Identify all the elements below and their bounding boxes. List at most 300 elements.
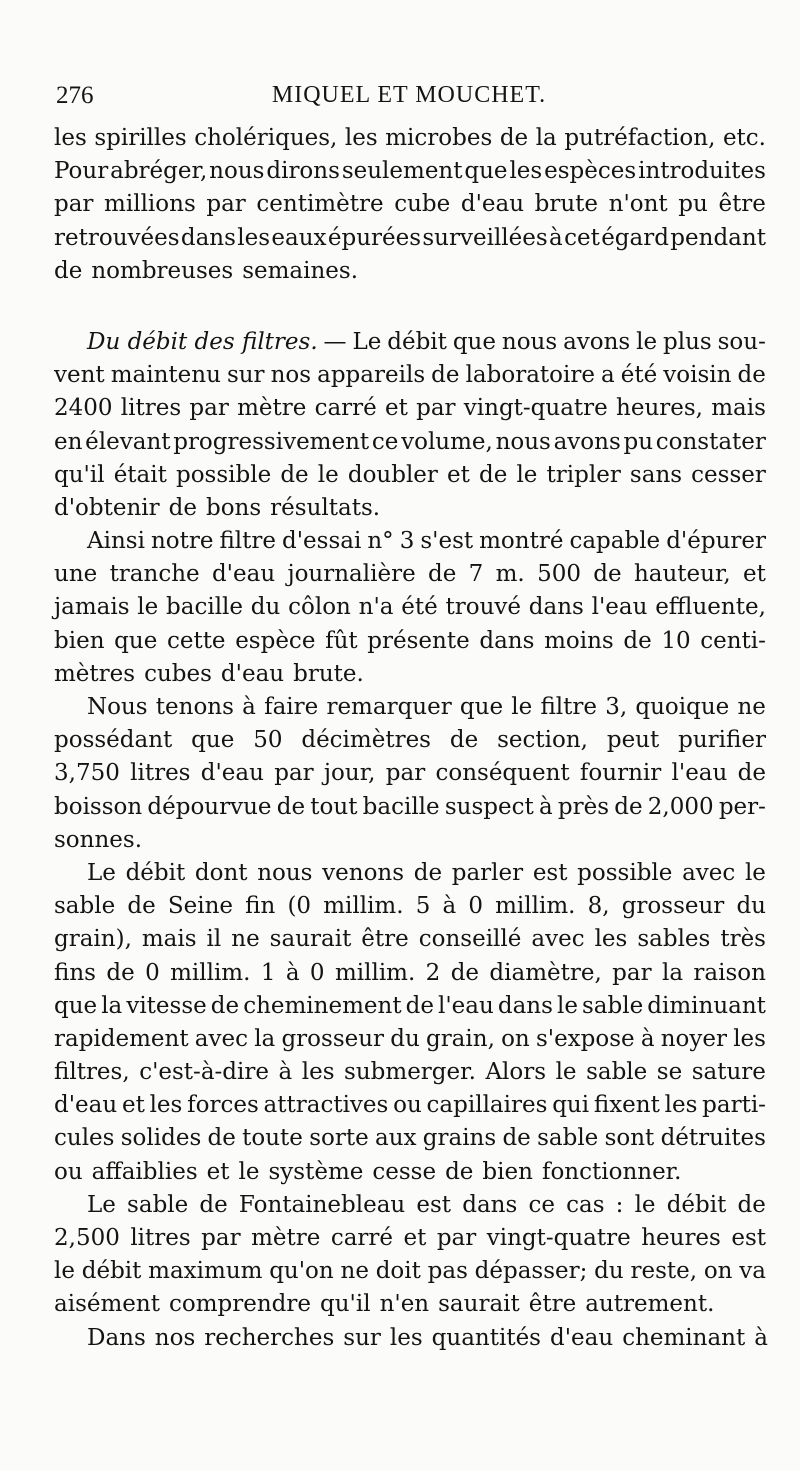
paragraph [54, 1189, 766, 1322]
word: de [499, 125, 529, 151]
word: de [502, 1125, 531, 1152]
word: par [189, 395, 229, 422]
word: 3,750 [54, 760, 120, 787]
word: n° [367, 528, 394, 555]
word: de [405, 992, 434, 1019]
word: pas [427, 1258, 468, 1285]
word: les [389, 1324, 423, 1351]
word: les [594, 926, 628, 953]
word: progressivement [173, 428, 370, 455]
word: ce [371, 428, 399, 455]
word: saurait [269, 926, 352, 953]
word: les [664, 1092, 698, 1119]
word: sable [54, 893, 116, 920]
text-line [54, 1255, 766, 1288]
word: possible [577, 859, 673, 886]
text-line [54, 155, 766, 188]
text-line [54, 923, 766, 956]
word: être [528, 1291, 577, 1318]
word: à [278, 1059, 293, 1086]
word: les [149, 1092, 183, 1119]
word: sur [226, 362, 265, 389]
word: que [464, 158, 508, 185]
word: de [106, 959, 135, 986]
word: par [201, 1225, 241, 1251]
word: seulement [341, 158, 463, 185]
word: jour, [323, 760, 376, 787]
word: l'eau [591, 594, 648, 621]
word: dépourvue [147, 793, 272, 820]
word: (0 [287, 893, 312, 920]
word: remarquer [326, 694, 452, 720]
word: eaux [271, 224, 327, 251]
word: nous [209, 158, 265, 185]
word: sable [582, 992, 644, 1019]
word: raison [693, 959, 766, 986]
word: 0 [145, 959, 160, 986]
word: nos [270, 362, 312, 389]
word: tenons [155, 694, 234, 720]
word: avec [682, 859, 736, 886]
word: fixent [593, 1092, 660, 1119]
text-line [54, 558, 766, 591]
word: n'a [358, 594, 394, 621]
word: qu'il [54, 461, 105, 488]
text-line [54, 1322, 766, 1355]
text-line [54, 255, 766, 288]
word: parti- [702, 1092, 766, 1119]
word: fin [245, 893, 276, 920]
word: cube [394, 191, 451, 218]
word: de [479, 461, 508, 488]
word: il [206, 926, 222, 953]
word: grains [422, 1125, 497, 1152]
word: d'eau [54, 1092, 118, 1119]
word: à [640, 1025, 655, 1052]
text-line [54, 222, 766, 255]
word: 500 [537, 561, 581, 588]
paragraph [54, 525, 766, 691]
word: d'épurer [666, 528, 766, 555]
word: la [254, 1025, 276, 1052]
word: les [509, 158, 543, 185]
word: de [207, 1125, 236, 1152]
word: 2400 [54, 395, 113, 422]
word: peut [606, 727, 660, 754]
word: sou- [717, 328, 766, 355]
word: de [276, 793, 306, 820]
text-line [54, 791, 766, 824]
word: ou [393, 1092, 422, 1119]
word: cheminement [243, 992, 402, 1019]
word: de [737, 1191, 766, 1218]
word: autrement. [585, 1291, 715, 1318]
word: montré [479, 528, 564, 555]
word: filtre [219, 528, 277, 555]
word: dans [497, 992, 553, 1019]
word: dans [528, 594, 584, 621]
word: grosseur [281, 1025, 385, 1052]
word: le [516, 461, 538, 488]
word: Dans [87, 1324, 146, 1351]
word: possible [175, 461, 272, 488]
word: laboratoire [465, 362, 595, 389]
word: dans [479, 627, 535, 654]
word: les [733, 1025, 766, 1052]
word: appareils [317, 362, 426, 389]
word: d'eau [220, 660, 285, 687]
word: mètre [237, 395, 307, 422]
word: qu'on [269, 1258, 334, 1285]
word: à [538, 793, 553, 820]
word: sable [586, 1059, 648, 1086]
word: côlon [288, 594, 351, 621]
word: 0 [468, 893, 483, 920]
word: de [168, 494, 197, 521]
word: à [549, 224, 563, 251]
word: plus [663, 328, 712, 355]
word: d'essai [282, 528, 362, 555]
word: est [731, 1225, 766, 1251]
text-line [54, 426, 766, 459]
word: s'est [420, 528, 474, 555]
word: Le [352, 328, 382, 355]
text-line [54, 525, 766, 558]
word: avons [553, 428, 621, 455]
word: par [416, 395, 456, 422]
word: grosseur [621, 893, 725, 920]
word: solides [120, 1125, 202, 1152]
word: par [206, 191, 246, 218]
word: le [137, 594, 159, 621]
word: carré [314, 395, 377, 422]
word: et [403, 1225, 427, 1251]
word: par [612, 959, 652, 986]
word: de [593, 561, 622, 588]
word: conséquent [435, 760, 570, 787]
word: sur [343, 1324, 381, 1351]
word: nos [154, 1324, 196, 1351]
word: semaines. [242, 257, 359, 284]
word: 2,000 [647, 793, 714, 820]
word: recherches [204, 1324, 335, 1351]
word: submerger. [344, 1059, 476, 1086]
word: n'ont [608, 191, 668, 218]
word: parler [451, 859, 524, 886]
word: dans [180, 224, 236, 251]
word: saurait [438, 1291, 520, 1318]
text-line [54, 1122, 766, 1155]
word: fournir [579, 760, 662, 787]
word: diamètre, [489, 959, 602, 986]
word: millim. [170, 959, 251, 986]
word: Le [87, 859, 116, 886]
word: cas [566, 1191, 605, 1218]
word: attractives [263, 1092, 389, 1119]
word: de [413, 859, 443, 886]
word: centi- [700, 627, 766, 654]
word: mètres [54, 660, 136, 687]
word: de [54, 257, 83, 284]
paragraph [54, 857, 766, 1189]
word: sont [604, 1125, 655, 1152]
word: la [535, 125, 557, 151]
word: très [720, 926, 766, 953]
text-line [54, 1288, 766, 1321]
word: doit [375, 1258, 421, 1285]
word: Nous [87, 694, 148, 720]
word: et [447, 461, 470, 488]
word: comprendre [168, 1291, 311, 1318]
word: d'eau [211, 561, 276, 588]
word: 2 [425, 959, 441, 986]
word: le [511, 694, 533, 720]
word: cesser [691, 461, 766, 488]
word: conseillé [418, 926, 522, 953]
word: affaiblies [91, 1158, 198, 1185]
word: à [285, 959, 300, 986]
text-line [54, 625, 766, 658]
word: de [737, 760, 766, 787]
word: pu [678, 191, 708, 218]
text-line [54, 392, 766, 425]
word: d'obtenir [54, 494, 160, 521]
word: sables [637, 926, 711, 953]
word: quantités [431, 1324, 541, 1351]
text-line [54, 459, 766, 492]
text-line [54, 890, 766, 923]
text-line [54, 957, 766, 990]
word: égard [601, 224, 669, 251]
word: sorte [309, 1125, 369, 1152]
text-line [54, 658, 766, 691]
word: espèces [544, 158, 637, 185]
word: sable [537, 1125, 599, 1152]
word: 3, [605, 694, 628, 720]
word: que [114, 627, 158, 654]
word: spirilles [94, 125, 187, 151]
word: — [323, 328, 347, 355]
word: épurées [327, 224, 422, 251]
word: bacille [166, 594, 244, 621]
text-line [54, 990, 766, 1023]
word: 8, [587, 893, 610, 920]
word: par [274, 760, 314, 787]
word: le [555, 1059, 577, 1086]
word: le [556, 992, 578, 1019]
text-line [54, 188, 766, 221]
word: ne [340, 1258, 369, 1285]
word: qu'il [319, 1291, 371, 1318]
word: suspect [444, 793, 534, 820]
paragraph [54, 1322, 766, 1355]
word: fût [325, 627, 358, 654]
word: microbes [385, 125, 493, 151]
word: maintenu [110, 362, 221, 389]
word: à [442, 893, 457, 920]
word: Seine [167, 893, 233, 920]
section-heading: Du débit des filtres. [87, 328, 318, 355]
word: l'eau [671, 760, 728, 787]
word: nous [501, 328, 558, 355]
word: était [113, 461, 167, 488]
word: boisson [54, 793, 143, 820]
word: espèce [235, 627, 316, 654]
word: bien [482, 1158, 533, 1185]
word: le [54, 1258, 75, 1285]
word: du [390, 1025, 420, 1052]
word: effluente, [655, 594, 766, 621]
word: est [416, 1191, 452, 1218]
word: de [614, 793, 643, 820]
word: du [736, 893, 766, 920]
text-line [54, 1056, 766, 1089]
word: être [718, 191, 766, 218]
word: Ainsi [87, 528, 145, 555]
word: que [452, 328, 496, 355]
word: que [191, 727, 235, 754]
word: 1 [260, 959, 276, 986]
word: de [737, 362, 766, 389]
word: aux [374, 1125, 417, 1152]
word: les [344, 125, 378, 151]
word: débit [81, 1258, 142, 1285]
word: sature [691, 1059, 766, 1086]
word: qui [552, 1092, 590, 1119]
page-header [56, 82, 762, 116]
word: sans [629, 461, 683, 488]
word: jamais [54, 594, 130, 621]
word: 5 [415, 893, 431, 920]
word: reste, [630, 1258, 698, 1285]
word: les [54, 125, 87, 151]
word: aisément [54, 1291, 160, 1318]
word: cette [166, 627, 226, 654]
word: est [532, 859, 568, 886]
word: heures [641, 1225, 721, 1251]
text-line [54, 1023, 766, 1056]
word: toute [242, 1125, 303, 1152]
word: dépasser; [474, 1258, 588, 1285]
word: vitesse [126, 992, 207, 1019]
word: dirons [266, 158, 340, 185]
word: que [459, 694, 504, 720]
word: bacille [362, 793, 440, 820]
word: introduites [638, 158, 766, 185]
word: millim. [334, 959, 416, 986]
word: débit [666, 1191, 727, 1218]
word: présente [367, 627, 470, 654]
word: cholériques, [194, 125, 338, 151]
word: faire [264, 694, 319, 720]
word: les [301, 1059, 335, 1086]
word: 2,500 [54, 1225, 120, 1251]
word: et [385, 395, 408, 422]
word: filtre [540, 694, 597, 720]
word: surveillées [422, 224, 548, 251]
text-line [54, 824, 766, 857]
word: grain), [54, 926, 132, 953]
word: abréger, [110, 158, 208, 185]
word: vingt-quatre [463, 395, 608, 422]
word: la [661, 959, 684, 986]
word: cet [564, 224, 600, 251]
word: rapidement [54, 1025, 189, 1052]
word: Fontainebleau [238, 1191, 406, 1218]
word: d'eau [200, 760, 264, 787]
text-line [54, 122, 766, 155]
word: constater [655, 428, 766, 455]
word: va [739, 1258, 766, 1285]
word: volume, [401, 428, 493, 455]
text-line [54, 724, 766, 757]
word: que [54, 992, 98, 1019]
word: du [594, 1258, 624, 1285]
word: a [601, 362, 615, 389]
word: dont [194, 859, 248, 886]
word: heures, [616, 395, 703, 422]
word: brute. [293, 660, 364, 687]
word: cesse [372, 1158, 437, 1185]
word: bien [54, 627, 105, 654]
word: litres [130, 1225, 191, 1251]
text-line [54, 359, 766, 392]
word: m. [495, 561, 525, 588]
word: ne [737, 694, 766, 720]
word: et [121, 1092, 145, 1119]
word: noyer [660, 1025, 727, 1052]
body-text [54, 122, 766, 1355]
word: tripler [546, 461, 621, 488]
text-line [54, 691, 766, 724]
word: tranche [109, 561, 200, 588]
word: mais [141, 926, 197, 953]
word: 50 [253, 727, 283, 754]
page-number: 276 [56, 82, 94, 109]
word: fonctionner. [541, 1158, 682, 1185]
word: débit [387, 328, 447, 355]
word: d'eau [550, 1324, 614, 1351]
word: capable [569, 528, 661, 555]
paragraph [54, 122, 766, 288]
word: la [101, 992, 123, 1019]
word: nombreuses [91, 257, 234, 284]
text-line [54, 1222, 766, 1255]
word: les [237, 224, 271, 251]
word: purifier [678, 727, 766, 754]
word: du [250, 594, 281, 621]
word: ou [54, 1158, 83, 1185]
word: cubes [144, 660, 212, 687]
word: doubler [347, 461, 438, 488]
word: Le [87, 1191, 116, 1218]
word: avec [194, 1025, 248, 1052]
word: une [54, 561, 98, 588]
word: millim. [495, 893, 576, 920]
word: filtres, [54, 1059, 130, 1086]
word: sonnes. [54, 826, 143, 853]
word: par [385, 760, 426, 787]
word: 3 [399, 528, 415, 555]
word: c'est-à-dire [139, 1059, 269, 1086]
word: et [743, 561, 766, 588]
paragraph [54, 691, 766, 857]
word: per- [718, 793, 766, 820]
word: le [744, 859, 766, 886]
word: résultats. [270, 494, 381, 521]
word: été [401, 594, 438, 621]
word: mètre [251, 1225, 321, 1251]
